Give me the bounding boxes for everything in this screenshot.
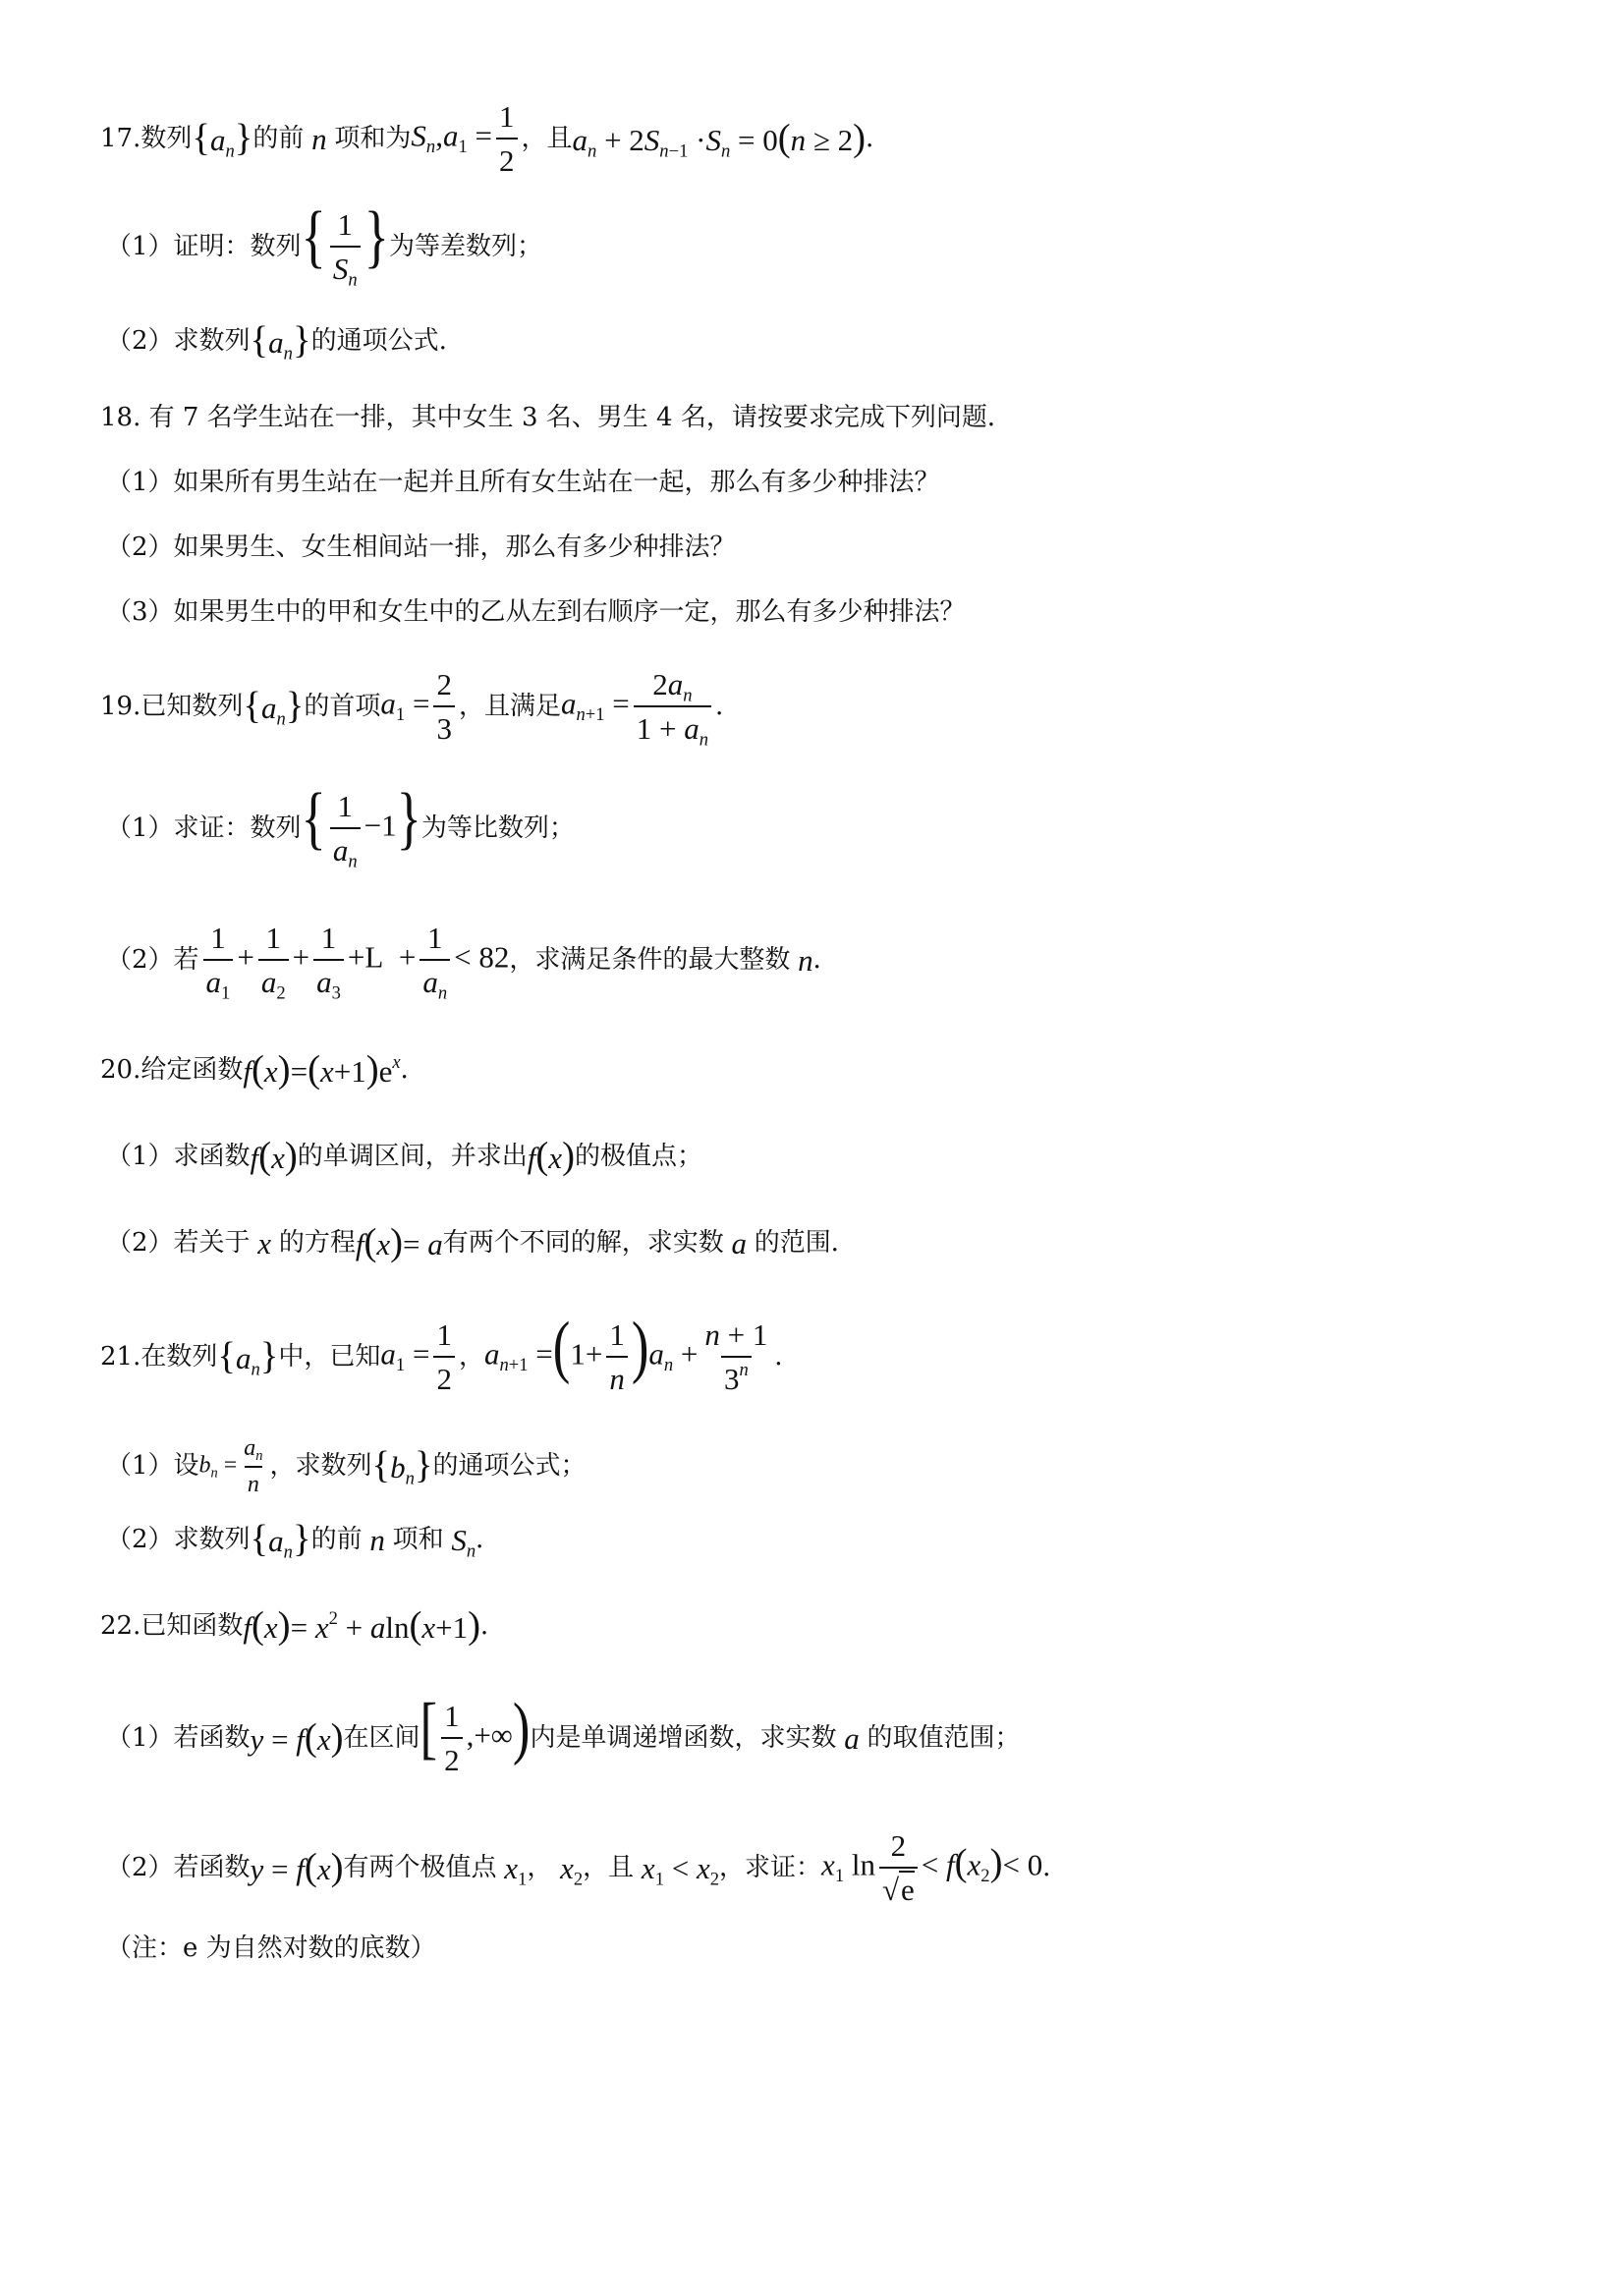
math-recurrence-17: $a_n + 2S_{n-1} \cdot S_n = 0(n \ge 2)$ [572,116,867,162]
q22-stem: 22. 已知函数 $f(x)= x^2 + aln(x+1)$ ． [100,1604,507,1647]
q17-part1: （1）证明：数列 { $\frac{1}{S_n}$ } 为等差数列； [106,198,542,291]
q17-stem: 17. 数列 $\{a_n\}$ 的前 n 项和为 $S_n,a_1$ = $\frac{1}{2}$ ，且 $a_n + 2S_{n-1} \cdot S_n = 0(n \ge 2)$ ． [100,99,892,179]
q19-part1: （1）求证：数列 { $\frac{1}{a_n}$ −1} 为等比数列； [106,780,575,872]
q21-stem: 21. 在数列 $\{a_n\}$ 中，已知 $a_1$ = $\frac{1}{2}$ ， $a_{n+1} =(1+$ $\frac{1}{n}$ )$a_n$ + $\frac{n + 1}{3^n}$ ． [100,1309,801,1397]
q18-part1: （1）如果所有男生站在一起并且所有女生站在一起，那么有多少种排法？ [106,468,940,497]
q22-part1: （1）若函数 y = f(x) 在区间 [ $\frac{1}{2}$ ,+∞) 内是单调递增函数，求实数 a 的取值范围； [106,1690,1021,1778]
q20-part1: （1）求函数 f(x) 的单调区间，并求出 f(x) 的极值点； [106,1135,702,1177]
q20-part2: （2）若关于 x 的方程 f(x)= a 有两个不同的解，求实数 a 的范围． [106,1221,857,1263]
q21-part1: （1）设 $b_n$ = $\frac{a_n}{n}$ ，求数列 $\{b_n\}$ 的通项公式； [106,1435,587,1497]
q21-part2: （2）求数列 $\{a_n\}$ 的前 n 项和 $S_n$ ． [106,1518,502,1563]
q18-stem: 18. 有 7 名学生站在一排，其中女生 3 名、男生 4 名，请按要求完成下列问题． [100,403,1013,432]
math-sn-a1: $S_n,a_1$ = $\frac{1}{2}$ [411,98,521,179]
q20-stem: 20. 给定函数 $f(x)=(x+1)e^x$ ． [100,1048,426,1091]
q22-part2: （2）若函数 y = f(x) 有两个极值点 $x_1$ ， $x_2$ ，且 $x_1 < x_2$ ，求证： $x_1$ ln $\frac{2}{√e}$ < $f(x_2)< 0$ ． [106,1828,1069,1908]
q17-part2: （2）求数列 $\{a_n\}$ 的通项公式. [106,319,447,364]
q19-stem: 19. 已知数列 $\{a_n\}$ 的首项 $a_1$ = $\frac{2}{3}$ ，且满足 $a_{n+1}$ = $\frac{2a_n}{1 + a_n}$ ． [100,667,742,751]
q19-part2: （2）若 $\frac{1}{a_1}$ + $\frac{1}{a_2}$ + $\frac{1}{a_3}$ +L + $\frac{1}{a_n}$ < 82 ，求满足条件的最大整数 n ． [106,921,839,1004]
q18-part2: （2）如果男生、女生相间站一排，那么有多少种排法？ [106,532,736,562]
math-an-set: $\{a_n\}$ [192,116,253,162]
q18-part3: （3）如果男生中的甲和女生中的乙从左到右顺序一定，那么有多少种排法？ [106,597,966,627]
q22-note: （注：e 为自然对数的底数） [106,1933,436,1963]
